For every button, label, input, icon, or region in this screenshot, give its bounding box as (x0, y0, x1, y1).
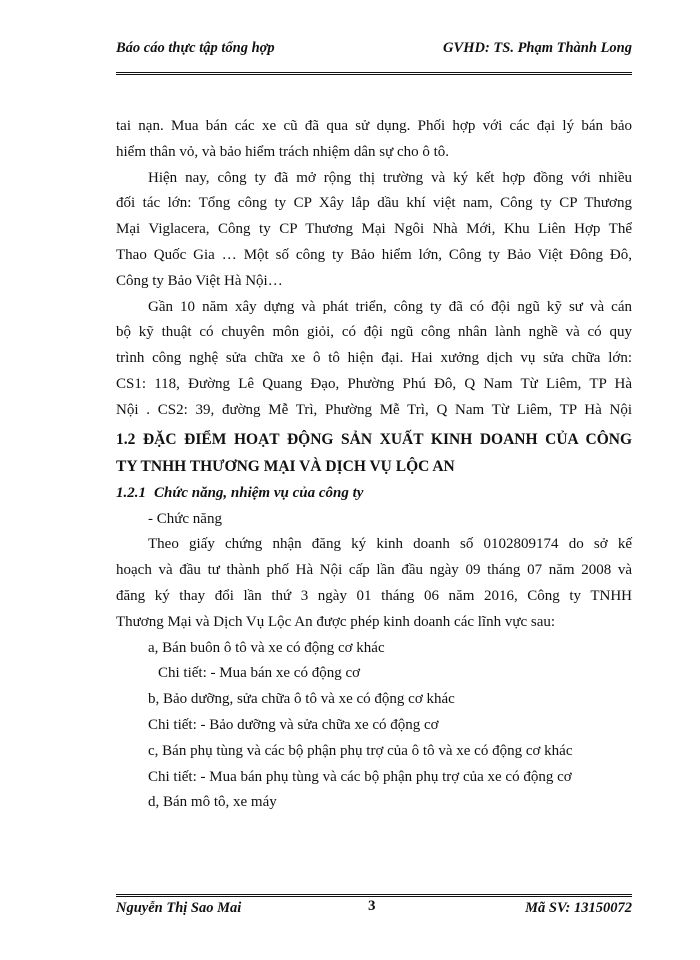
text-line: Thao Quốc Gia … Một số công ty Bảo hiểm lớn, Công ty Bảo Việt Đông Đô, (116, 246, 632, 263)
function-label (116, 507, 632, 533)
report-title: Báo cáo thực tập tổng hợp (116, 40, 275, 56)
text-line: CS1: 118, Đường Lê Quang Đạo, Phường Phú Đô, Q Nam Từ Liêm, TP Hà (116, 375, 632, 392)
header-divider (116, 72, 632, 75)
list-item-detail: Chi tiết: - Mua bán phụ tùng và các bộ phận phụ trợ của xe có động cơ (148, 768, 572, 785)
list-item: a, Bán buôn ô tô và xe có động cơ khác (148, 639, 385, 656)
document-body (116, 114, 632, 816)
text-line: hiểm thân vỏ, và bảo hiểm trách nhiệm dân sự cho ô tô. (116, 143, 450, 160)
list-item-detail: Chi tiết: - Mua bán xe có động cơ (158, 665, 361, 682)
business-list (116, 636, 632, 817)
list-item: c, Bán phụ tùng và các bộ phận phụ trợ của ô tô và xe có động cơ khác (148, 742, 573, 759)
student-name: Nguyễn Thị Sao Mai (116, 900, 242, 916)
text-line: Nội . CS2: 39, đường Mễ Trì, Phường Mễ Trì, Q Nam Từ Liêm, TP Hà Nội (116, 401, 632, 418)
text-line: Theo giấy chứng nhận đăng ký kinh doanh số 0102809174 do sở kế (148, 536, 632, 553)
text-line: tai nạn. Mua bán các xe cũ đã qua sử dụng. Phối hợp với các đại lý bán bảo (116, 118, 632, 134)
subsection-title: Chức năng, nhiệm vụ của công ty (154, 484, 364, 501)
student-id: Mã SV: 13150072 (525, 900, 632, 916)
list-item: d, Bán mô tô, xe máy (148, 794, 277, 811)
text-line: - Chức năng (148, 510, 222, 527)
subsection-heading (116, 480, 632, 507)
text-line: đối tác lớn: Tổng công ty CP Xây lắp dầu khí việt nam, Công ty CP Thương (116, 195, 632, 212)
list-item-detail: Chi tiết: - Bảo dưỡng và sửa chữa xe có động cơ (148, 716, 439, 733)
text-line: Thương Mại và Dịch Vụ Lộc An được phép kinh doanh các lĩnh vực sau: (116, 613, 556, 630)
paragraph-continuation (116, 114, 632, 166)
text-line: bộ kỹ thuật có chuyên môn giỏi, có đội ngũ công nhân lành nghề và có quy (116, 324, 632, 341)
section-heading-cont: TY TNHH THƯƠNG MẠI VÀ DỊCH VỤ LỘC AN (116, 457, 455, 475)
supervisor-label: GVHD: TS. Phạm Thành Long (443, 40, 632, 56)
text-line: Công ty Bảo Việt Hà Nội… (116, 272, 283, 289)
paragraph-license (116, 532, 632, 635)
section-heading: 1.2 ĐẶC ĐIỂM HOẠT ĐỘNG SẢN XUẤT KINH DOANH CỦA CÔNG (116, 430, 632, 448)
footer-divider (116, 894, 632, 897)
text-line: trình công nghệ sửa chữa xe ô tô hiện đại. Hai xưởng dịch vụ sửa chữa lớn: (116, 350, 632, 367)
text-line: Gần 10 năm xây dựng và phát triển, công ty đã có đội ngũ kỹ sư và cán (148, 298, 632, 315)
text-line: Hiện nay, công ty đã mở rộng thị trường và ký kết hợp đồng với nhiều (148, 169, 632, 186)
list-item: b, Bảo dưỡng, sửa chữa ô tô và xe có động cơ khác (148, 691, 455, 708)
paragraph-workshops (116, 295, 632, 424)
text-line: hoạch và đầu tư thành phố Hà Nội cấp lần đầu ngày 09 tháng 07 năm 2008 và (116, 562, 632, 579)
paragraph-partners (116, 166, 632, 295)
text-line: đăng ký thay đổi lần thứ 3 ngày 01 tháng 06 năm 2016, Công ty TNHH (116, 587, 632, 604)
subsection-number: 1.2.1 (116, 484, 146, 501)
text-line: Mại Viglacera, Công ty CP Thương Mại Ngôi Nhà Mới, Khu Liên Hợp Thể (116, 221, 632, 238)
page-number: 3 (368, 898, 376, 914)
